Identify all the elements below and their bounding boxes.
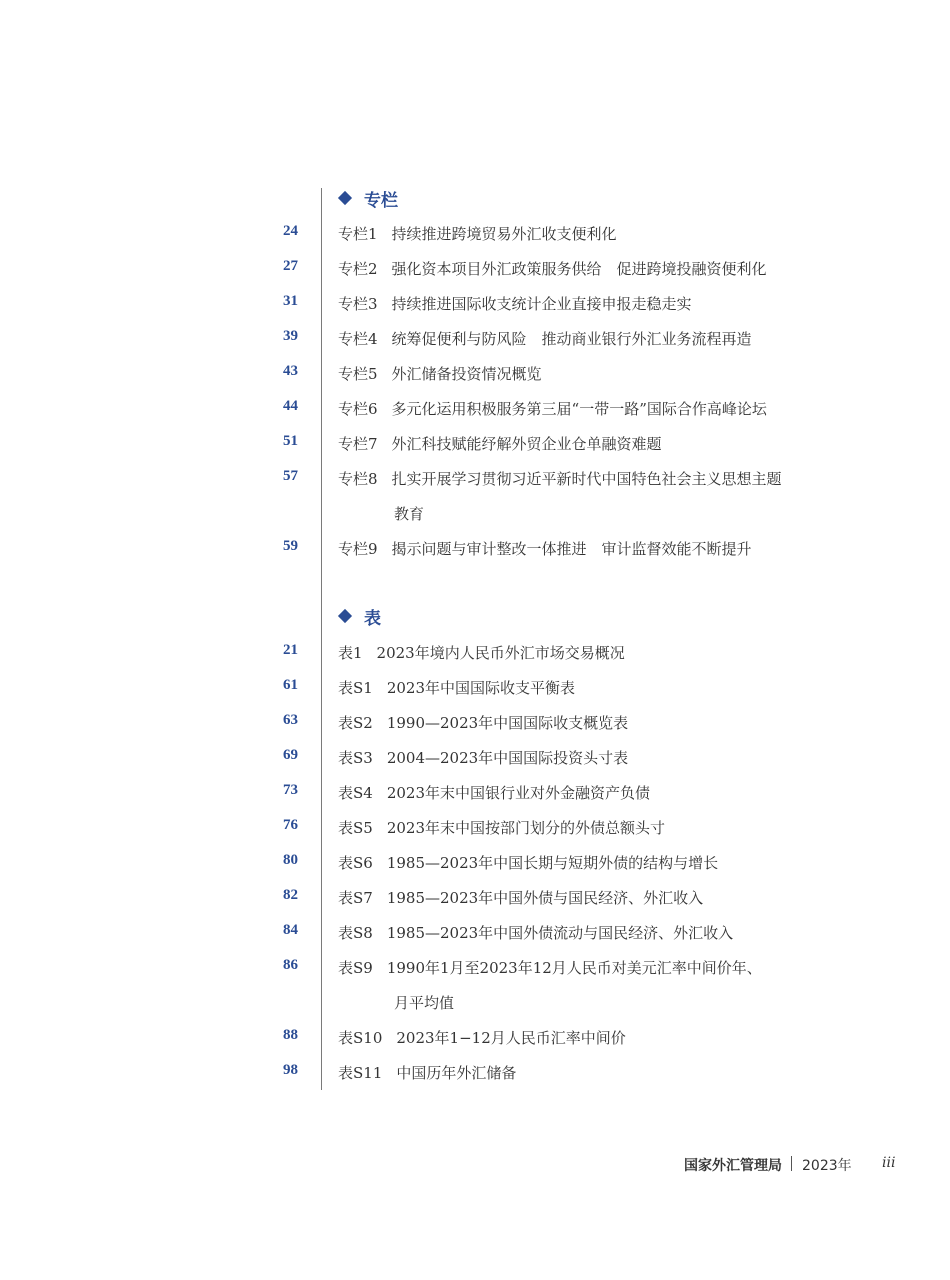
tables-section-heading [338, 604, 381, 628]
entry-title: 统筹促便利与防风险 推动商业银行外汇业务流程再造 [391, 330, 752, 348]
page-number: 88 [283, 1027, 298, 1043]
page-number: 27 [283, 258, 298, 274]
entry-title: 扎实开展学习贯彻习近平新时代中国特色社会主义思想主题 [391, 470, 782, 488]
entry-title: 2023年1−12月人民币汇率中间价 [396, 1029, 626, 1047]
toc-entry[interactable] [0, 638, 950, 668]
toc-entry[interactable] [0, 1023, 950, 1053]
page-footer [0, 1153, 950, 1177]
entry-code: 表S5 [338, 819, 373, 837]
entry-title: 持续推进国际收支统计企业直接申报走稳走实 [391, 295, 692, 313]
toc-entry[interactable] [0, 848, 950, 878]
entry-title-continuation: 教育 [394, 505, 425, 523]
toc-entry[interactable] [0, 813, 950, 843]
entry-code: 表S8 [338, 924, 373, 942]
toc-entry[interactable] [0, 883, 950, 913]
entry-title: 1990—2023年中国国际收支概览表 [386, 714, 629, 732]
entry-title: 外汇科技赋能纾解外贸企业仓单融资难题 [391, 435, 662, 453]
page-number: 59 [283, 538, 298, 554]
footer-organization: 国家外汇管理局 [684, 1158, 782, 1174]
footer-separator [791, 1156, 792, 1171]
toc-entry-continuation [0, 499, 950, 529]
entry-title: 强化资本项目外汇政策服务供给 促进跨境投融资便利化 [391, 260, 767, 278]
toc-entry[interactable] [0, 219, 950, 249]
page-number: 51 [283, 433, 298, 449]
entry-title-continuation: 月平均值 [394, 994, 455, 1012]
entry-title: 2023年中国国际收支平衡表 [386, 679, 576, 697]
entry-code: 表S7 [338, 889, 373, 907]
page-number: 61 [283, 677, 298, 693]
page-number: 57 [283, 468, 298, 484]
toc-entry[interactable] [0, 1058, 950, 1088]
entry-title: 外汇储备投资情况概览 [391, 365, 542, 383]
entry-code: 专栏6 [338, 400, 378, 418]
page-number: 21 [283, 642, 298, 658]
toc-entry[interactable] [0, 464, 950, 494]
columns-section-heading [338, 186, 398, 210]
entry-title: 持续推进跨境贸易外汇收支便利化 [391, 225, 617, 243]
entry-code: 专栏8 [338, 470, 378, 488]
entry-code: 表S2 [338, 714, 373, 732]
section-title: 表 [364, 608, 381, 629]
toc-entry[interactable] [0, 359, 950, 389]
page-number: 98 [283, 1062, 298, 1078]
toc-entry[interactable] [0, 254, 950, 284]
toc-entry[interactable] [0, 429, 950, 459]
page-number: 39 [283, 328, 298, 344]
page-number: 76 [283, 817, 298, 833]
page-number: 82 [283, 887, 298, 903]
entry-code: 表S11 [338, 1064, 383, 1082]
entry-code: 专栏9 [338, 540, 378, 558]
entry-code: 表S3 [338, 749, 373, 767]
toc-entry[interactable] [0, 918, 950, 948]
toc-entry[interactable] [0, 708, 950, 738]
entry-code: 专栏3 [338, 295, 378, 313]
entry-title: 1985—2023年中国外债流动与国民经济、外汇收入 [386, 924, 734, 942]
section-title: 专栏 [364, 190, 398, 211]
toc-entry[interactable] [0, 289, 950, 319]
entry-code: 表S10 [338, 1029, 383, 1047]
entry-title: 揭示问题与审计整改一体推进 审计监督效能不断提升 [391, 540, 752, 558]
diamond-icon [338, 191, 352, 205]
entry-title: 2004—2023年中国国际投资头寸表 [386, 749, 629, 767]
diamond-icon [338, 609, 352, 623]
toc-entry[interactable] [0, 324, 950, 354]
entry-code: 专栏5 [338, 365, 378, 383]
entry-code: 表S4 [338, 784, 373, 802]
page-number: 84 [283, 922, 298, 938]
page-number: 69 [283, 747, 298, 763]
page-number: 63 [283, 712, 298, 728]
entry-code: 表S1 [338, 679, 373, 697]
entry-title: 2023年境内人民币外汇市场交易概况 [376, 644, 625, 662]
footer-page-number: iii [882, 1155, 896, 1171]
entry-title: 1985—2023年中国外债与国民经济、外汇收入 [386, 889, 704, 907]
page-number: 44 [283, 398, 298, 414]
entry-title: 1990年1月至2023年12月人民币对美元汇率中间价年、 [386, 959, 762, 977]
page-number: 43 [283, 363, 298, 379]
page-number: 86 [283, 957, 298, 973]
entry-title: 中国历年外汇储备 [396, 1064, 517, 1082]
entry-title: 多元化运用积极服务第三届“一带一路”国际合作高峰论坛 [391, 400, 767, 418]
page-number: 24 [283, 223, 298, 239]
toc-entry[interactable] [0, 953, 950, 983]
toc-entry[interactable] [0, 394, 950, 424]
toc-entry-continuation [0, 988, 950, 1018]
entry-title: 2023年末中国按部门划分的外债总额头寸 [386, 819, 666, 837]
page-number: 73 [283, 782, 298, 798]
entry-code: 专栏2 [338, 260, 378, 278]
toc-entry[interactable] [0, 778, 950, 808]
entry-title: 2023年末中国银行业对外金融资产负债 [386, 784, 651, 802]
entry-code: 表1 [338, 644, 363, 662]
entry-title: 1985—2023年中国长期与短期外债的结构与增长 [386, 854, 719, 872]
entry-code: 表S9 [338, 959, 373, 977]
entry-code: 专栏4 [338, 330, 378, 348]
entry-code: 专栏7 [338, 435, 378, 453]
toc-entry[interactable] [0, 743, 950, 773]
page-number: 80 [283, 852, 298, 868]
entry-code: 表S6 [338, 854, 373, 872]
footer-year: 2023年 [802, 1158, 852, 1174]
toc-entry[interactable] [0, 534, 950, 564]
toc-entry[interactable] [0, 673, 950, 703]
entry-code: 专栏1 [338, 225, 378, 243]
page-number: 31 [283, 293, 298, 309]
